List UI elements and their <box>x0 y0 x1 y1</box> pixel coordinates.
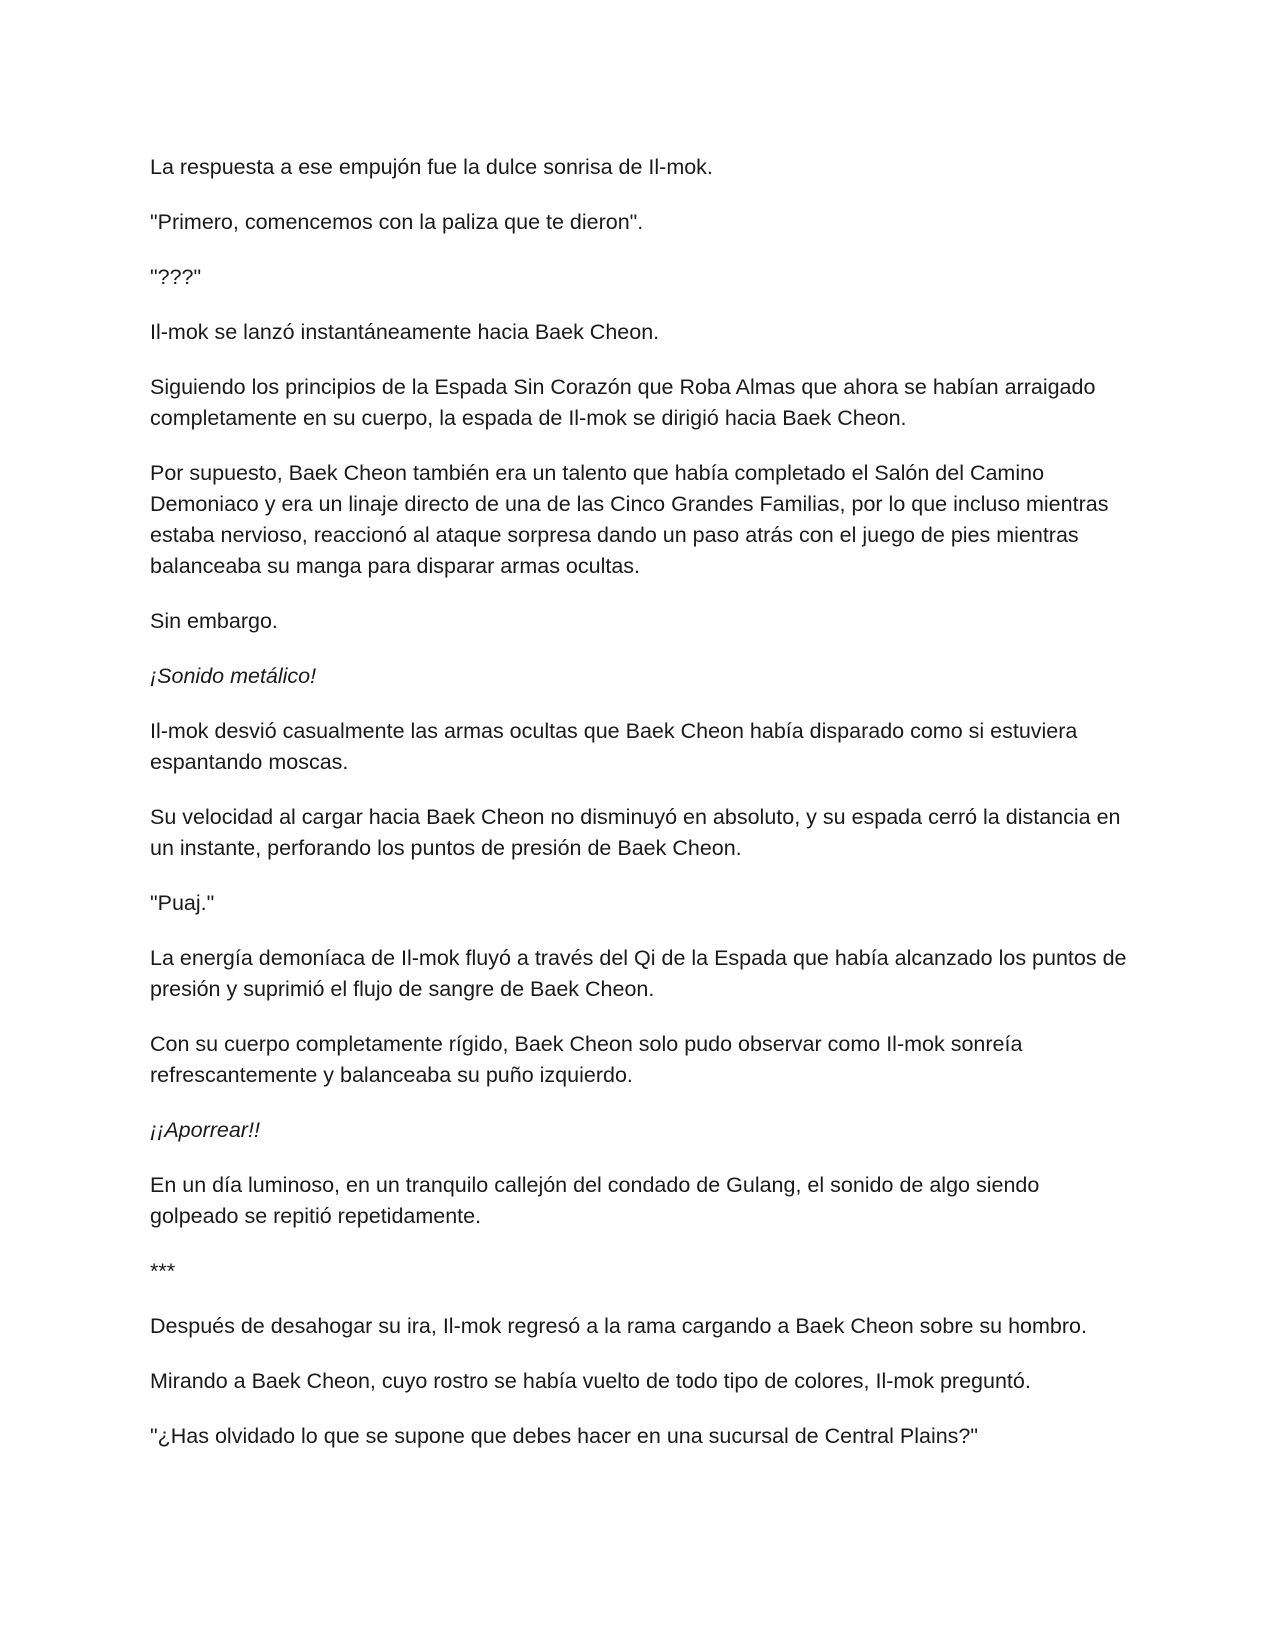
paragraph: Por supuesto, Baek Cheon también era un talento que había completado el Salón del Camino Demoniaco y era un linaje directo de una de las Cinco Grandes Familias, por lo que incluso mientras estaba nervioso, reaccionó al ataque sorpresa dando un paso atrás con el juego de pies mientras balanceaba su manga para disparar armas ocultas. <box>150 461 1109 578</box>
paragraph: "???" <box>150 265 202 289</box>
paragraph: "¿Has olvidado lo que se supone que debes hacer en una sucursal de Central Plains?" <box>150 1424 979 1448</box>
paragraph: "Primero, comencemos con la paliza que te dieron". <box>150 210 644 234</box>
paragraph: Sin embargo. <box>150 609 278 633</box>
paragraph: Il-mok se lanzó instantáneamente hacia Baek Cheon. <box>150 320 660 344</box>
scene-break: *** <box>150 1259 176 1283</box>
paragraph: Mirando a Baek Cheon, cuyo rostro se había vuelto de todo tipo de colores, Il-mok preguntó. <box>150 1369 1031 1393</box>
sound-effect-paragraph: ¡Sonido metálico! <box>150 664 317 688</box>
paragraph: "Puaj." <box>150 891 215 915</box>
paragraph: Su velocidad al cargar hacia Baek Cheon no disminuyó en absoluto, y su espada cerró la distancia en un instante, perforando los puntos de presión de Baek Cheon. <box>150 805 1121 860</box>
paragraph: La energía demoníaca de Il-mok fluyó a través del Qi de la Espada que había alcanzado los puntos de presión y suprimió el flujo de sangre de Baek Cheon. <box>150 946 1127 1001</box>
sound-effect-paragraph: ¡¡Aporrear!! <box>150 1118 260 1142</box>
paragraph: Con su cuerpo completamente rígido, Baek Cheon solo pudo observar como Il-mok sonreía refrescantemente y balanceaba su puño izquierdo. <box>150 1032 1023 1087</box>
paragraph: Il-mok desvió casualmente las armas ocultas que Baek Cheon había disparado como si estuviera espantando moscas. <box>150 719 1078 774</box>
paragraph: En un día luminoso, en un tranquilo callejón del condado de Gulang, el sonido de algo siendo golpeado se repitió repetidamente. <box>150 1173 1040 1228</box>
text-column <box>150 152 1130 1476</box>
paragraph: Después de desahogar su ira, Il-mok regresó a la rama cargando a Baek Cheon sobre su hombro. <box>150 1314 1087 1338</box>
paragraph: La respuesta a ese empujón fue la dulce sonrisa de Il-mok. <box>150 155 713 179</box>
paragraph: Siguiendo los principios de la Espada Sin Corazón que Roba Almas que ahora se habían arraigado completamente en su cuerpo, la espada de Il-mok se dirigió hacia Baek Cheon. <box>150 375 1096 430</box>
